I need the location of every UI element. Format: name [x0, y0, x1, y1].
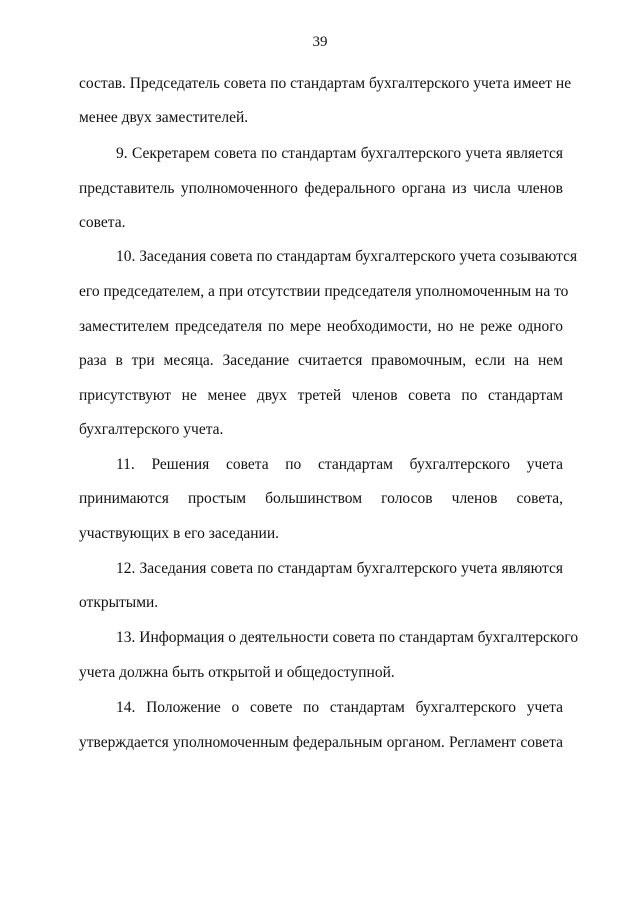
page-number: 39	[312, 34, 328, 50]
text-line: заместителем председателя по мере необходимости, но не реже одного	[79, 318, 563, 335]
text-line: учета должна быть открытой и общедоступной.	[79, 664, 395, 681]
text-line: участвующих в его заседании.	[79, 525, 279, 542]
text-line: 11. Решения совета по стандартам бухгалтерского учета	[116, 456, 563, 473]
text-line: состав. Председатель совета по стандартам бухгалтерского учета имеет не	[79, 75, 572, 92]
text-line: представитель уполномоченного федерального органа из числа членов	[79, 180, 563, 197]
text-line: раза в три месяца. Заседание считается правомочным, если на нем	[79, 352, 563, 369]
text-line: 13. Информация о деятельности совета по стандартам бухгалтерского	[116, 629, 579, 646]
text-line: бухгалтерского учета.	[79, 421, 224, 438]
text-line: утверждается уполномоченным федеральным органом. Регламент совета	[79, 734, 563, 751]
text-line: принимаются простым большинством голосов членов совета,	[79, 490, 563, 507]
text-line: 9. Секретарем совета по стандартам бухгалтерского учета является	[116, 145, 563, 162]
text-line: 12. Заседания совета по стандартам бухгалтерского учета являются	[116, 560, 563, 577]
text-line: 10. Заседания совета по стандартам бухгалтерского учета созываются	[116, 248, 578, 265]
text-line: 14. Положение о совете по стандартам бухгалтерского учета	[116, 699, 563, 716]
text-line: менее двух заместителей.	[79, 109, 249, 126]
text-line: его председателем, а при отсутствии председателя уполномоченным на то	[79, 283, 569, 300]
text-line: совета.	[79, 214, 126, 231]
text-line: открытыми.	[79, 594, 159, 611]
text-line: присутствуют не менее двух третей членов совета по стандартам	[79, 387, 563, 404]
